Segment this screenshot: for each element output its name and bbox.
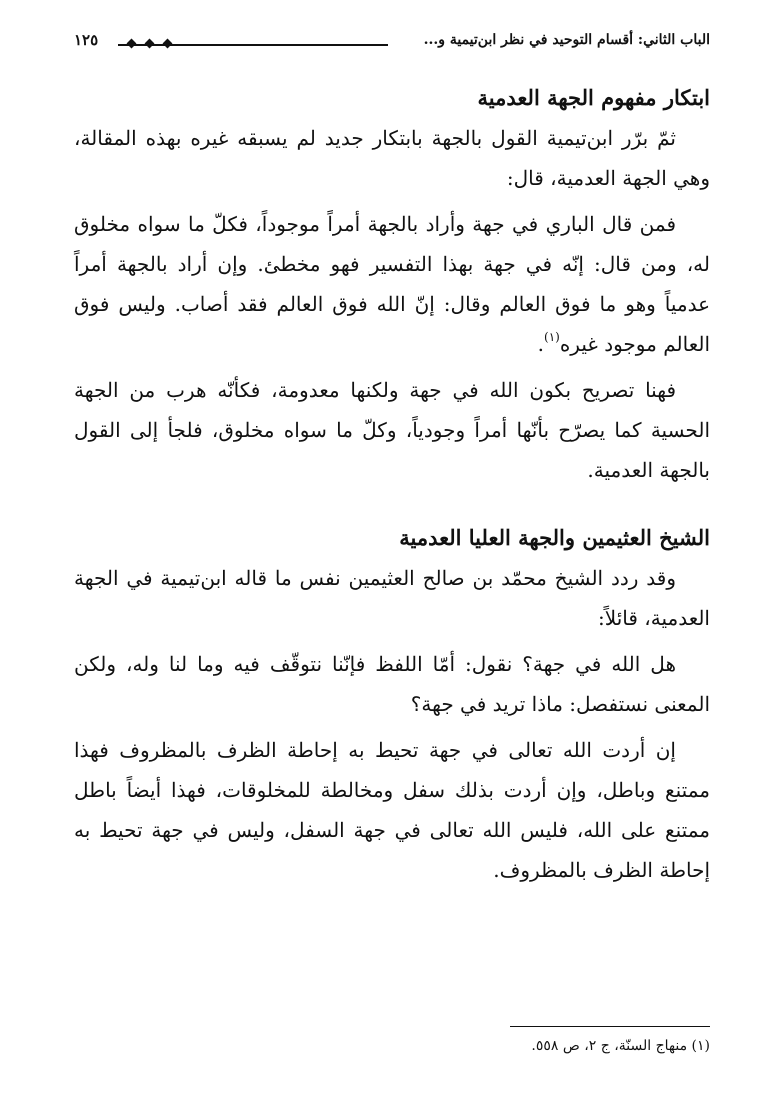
paragraph: هل الله في جهة؟ نقول: أمّا اللفظ فإنّنا نتوقّف فيه وما لنا وله، ولكن المعنى نستفصل: ماذا تريد في جهة؟ — [74, 652, 710, 716]
footnote: (١) منهاج السنّة، ج ٢، ص ٥٥٨. — [531, 1038, 710, 1054]
paragraph: فهنا تصريح بكون الله في جهة ولكنها معدومة، فكأنّه هرب من الجهة الحسية كما يصرّح بأنّها أمراً وجودياً، وكلّ ما سواه مخلوق، فلجأ إلى القول بالجهة العدمية. — [74, 378, 710, 482]
chapter-title: الباب الثاني: أقسام التوحيد في نظر ابن‌تيمية و... — [423, 32, 710, 48]
quote-paragraph: فمن قال الباري في جهة وأراد بالجهة أمراً موجوداً، فكلّ ما سواه مخلوق له، ومن قال: إنّه في جهة بهذا التفسير فهو مخطئ. وإن أراد بالجهة أمراً عدمياً وهو ما فوق العالم وقال: إنّ الله فوق العالم فقد أصاب. وليس فوق العالم موجود غيره$^{(١)}$. — [74, 212, 710, 356]
footnote-ref: (١) — [544, 330, 560, 344]
footnote-rule — [510, 1026, 710, 1027]
paragraph: وقد ردد الشيخ محمّد بن صالح العثيمين نفس ما قاله ابن‌تيمية في الجهة العدمية، قائلاً: — [74, 566, 710, 630]
quote-text: فمن قال الباري في جهة وأراد بالجهة أمراً موجوداً، فكلّ ما سواه مخلوق له، ومن قال: إنّه في جهة بهذا التفسير فهو مخطئ. وإن أراد بالجهة أمراً عدمياً وهو ما فوق العالم وقال: إنّ الله فوق العالم فقد أصاب. وليس فوق العالم موجود غيره — [74, 212, 710, 356]
page-body — [74, 78, 710, 890]
header-ornament — [127, 39, 137, 49]
header-ornament — [163, 39, 173, 49]
running-header — [74, 30, 710, 60]
header-rule — [118, 44, 388, 46]
section-heading: ابتكار مفهوم الجهة العدمية — [477, 85, 710, 110]
paragraph: ثمّ برّر ابن‌تيمية القول بالجهة بابتكار جديد لم يسبقه غيره بهذه المقالة، وهي الجهة العدمية، قال: — [74, 126, 710, 190]
paragraph: إن أردت الله تعالى في جهة تحيط به إحاطة الظرف بالمظروف فهذا ممتنع وباطل، وإن أردت بذلك سفل ومخالطة للمخلوقات، فهذا أيضاً باطل ممتنع على الله، فليس الله تعالى في جهة السفل، وليس في جهة تحيط به إحاطة الظرف بالمظروف. — [74, 738, 710, 882]
page-number: ١٢٥ — [74, 31, 99, 49]
header-ornament — [145, 39, 155, 49]
section-heading: الشيخ العثيمين والجهة العليا العدمية — [399, 525, 710, 550]
